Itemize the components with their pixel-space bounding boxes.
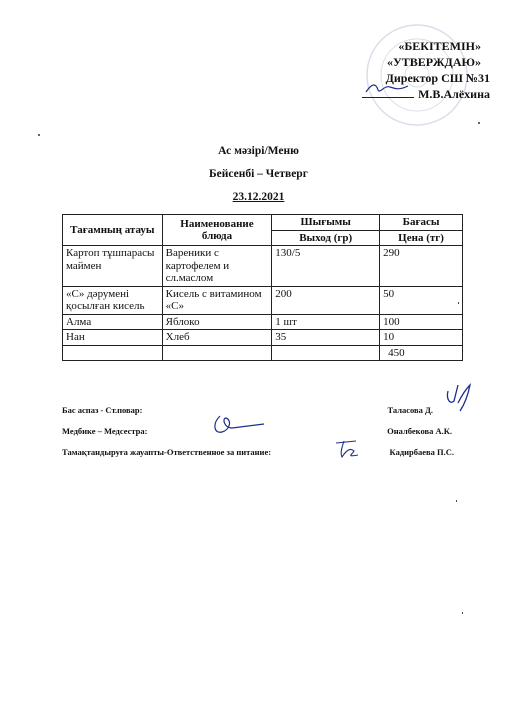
- header-name-ru: Наименование блюда: [162, 215, 272, 246]
- signatures-block: [62, 405, 462, 468]
- approval-block: [362, 38, 490, 102]
- cell-name-kz: Нан: [63, 330, 163, 346]
- menu-date-text: 23.12.2021: [232, 191, 285, 203]
- scan-mark: [456, 500, 457, 502]
- scan-mark: [478, 122, 480, 124]
- signature-name: Таласова Д.: [387, 405, 433, 415]
- cell-name-kz: Алма: [63, 314, 163, 330]
- scan-mark: [462, 612, 463, 614]
- cell-yield: 130/5: [272, 246, 380, 287]
- cell-price: 10: [380, 330, 463, 346]
- cell-price: 50: [380, 286, 463, 314]
- head-cook-signature: [442, 381, 478, 413]
- scan-mark: [458, 302, 459, 304]
- cell-price: 290: [380, 246, 463, 287]
- header-yield-ru: Выход (гр): [272, 230, 380, 246]
- signature-name: Кадирбаева П.С.: [389, 447, 454, 457]
- total-empty: [63, 345, 163, 361]
- header-name-kz: Тағамның атауы: [63, 215, 163, 246]
- header-price-ru: Цена (тг): [380, 230, 463, 246]
- total-value: [380, 345, 463, 361]
- director-signature: [364, 81, 410, 95]
- cell-name-ru: Вареники с картофелем и сл.маслом: [162, 246, 272, 287]
- director-signature-line: [362, 87, 414, 98]
- menu-table: [62, 214, 463, 361]
- table-row: [63, 246, 463, 287]
- cell-name-kz: Картоп тұшпарасы маймен: [63, 246, 163, 287]
- scan-mark: [38, 134, 40, 136]
- total-row: [63, 345, 463, 361]
- total-empty: [272, 345, 380, 361]
- header-yield-kz: Шығымы: [272, 215, 380, 231]
- table-row: [63, 330, 463, 346]
- total-empty: [162, 345, 272, 361]
- signature-role: Бас аспаз - Ст.повар:: [62, 405, 143, 415]
- cell-name-ru: Яблоко: [162, 314, 272, 330]
- cell-name-kz: «С» дәрумені қосылған кисель: [63, 286, 163, 314]
- signature-name: Оналбекова А.К.: [387, 426, 452, 436]
- approve-kz: «БЕКІТЕМІН»: [398, 39, 481, 53]
- menu-days: Бейсенбі – Четверг: [209, 168, 308, 180]
- signature-row: [62, 447, 462, 468]
- nurse-signature: [202, 410, 266, 440]
- responsible-signature: [332, 437, 362, 461]
- cell-name-ru: Кисель с витамином «С»: [162, 286, 272, 314]
- signature-role: Тамақтандыруға жауапты-Ответственное за питание:: [62, 447, 272, 457]
- approve-ru: «УТВЕРЖДАЮ»: [386, 55, 481, 69]
- table-row: [63, 286, 463, 314]
- header-price-kz: Бағасы: [380, 215, 463, 231]
- cell-yield: 200: [272, 286, 380, 314]
- menu-title: Ас мәзірі/Меню: [218, 145, 299, 157]
- cell-price: 100: [380, 314, 463, 330]
- director-title: Директор СШ №31: [385, 71, 490, 85]
- cell-yield: 1 шт: [272, 314, 380, 330]
- director-name: М.В.Алёхина: [418, 87, 490, 101]
- menu-date: [0, 191, 517, 203]
- table-row: [63, 314, 463, 330]
- cell-yield: 35: [272, 330, 380, 346]
- total-price: 450: [388, 346, 405, 359]
- signature-role: Медбике – Медсестра:: [62, 426, 148, 436]
- signature-row: [62, 426, 462, 447]
- cell-name-ru: Хлеб: [162, 330, 272, 346]
